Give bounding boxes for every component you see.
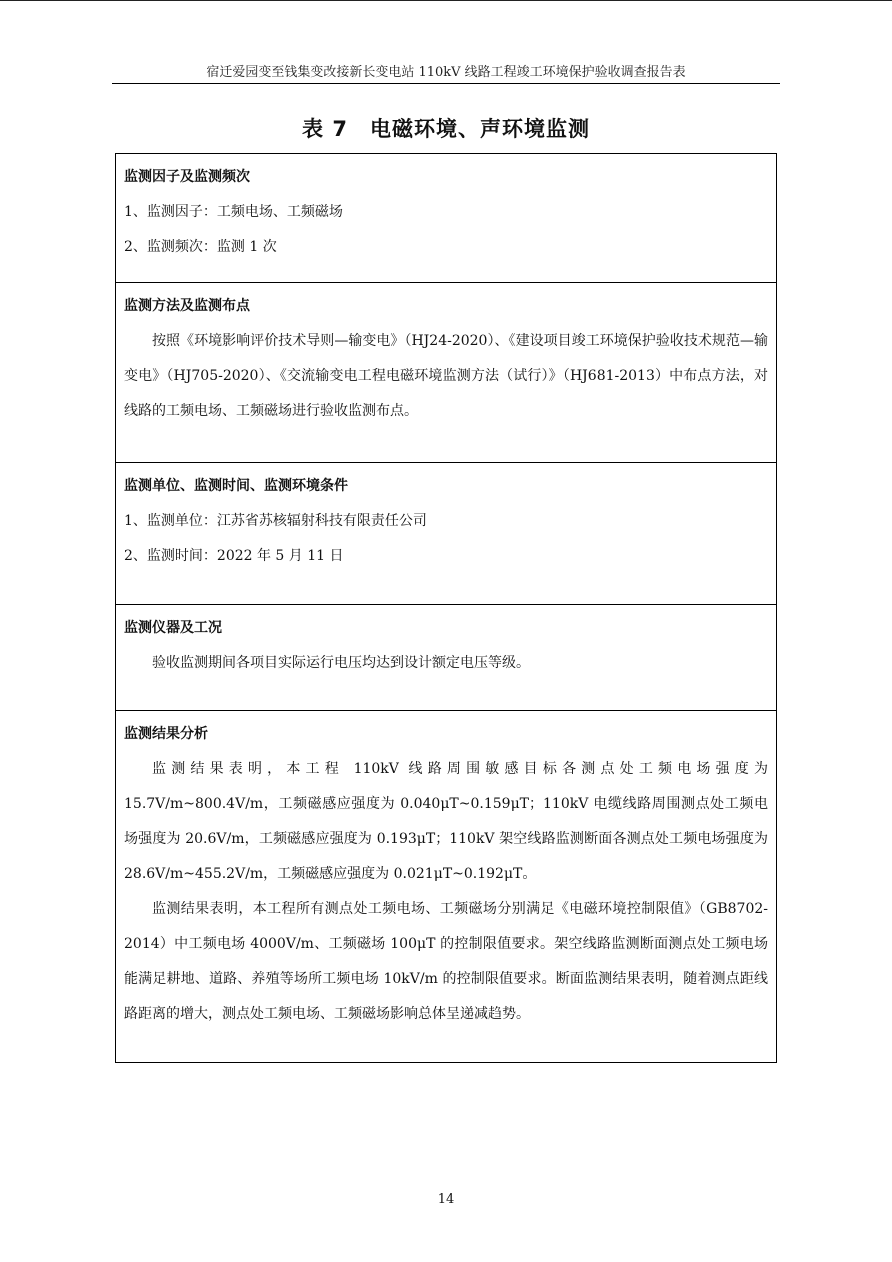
method-paragraph: 按照《环境影响评价技术导则—输变电》（HJ24-2020）、《建设项目竣工环境保护验收技术规范—输变电》（HJ705-2020）、《交流输变电工程电磁环境监测方法（试行）》（HJ681-2013）中布点方法，对线路的工频电场、工频磁场进行验收监测布点。 [124,333,768,419]
section-monitoring-method [116,283,776,463]
section-heading: 监测单位、监测时间、监测环境条件 [124,478,348,494]
top-border-line [0,0,892,1]
monitoring-table [115,153,777,1063]
section-heading: 监测结果分析 [124,726,208,742]
unit-line: 1、监测单位：江苏省苏核辐射科技有限责任公司 [124,513,427,529]
section-heading: 监测仪器及工况 [124,620,222,636]
results-paragraph-1: 监测结果表明，本工程 110kV 线路周围敏感目标各测点处工频电场强度为 15.7V/m~800.4V/m，工频磁感应强度为 0.040μT~0.159μT；110kV 电缆线路周围测点处工频电场强度为 20.6V/m，工频磁感应强度为 0.193μT；110kV 架空线路监测断面各测点处工频电场强度为 28.6V/m~455.2V/m，工频磁感应强度为 0.021μT~0.192μT。 [124,761,768,882]
section-monitoring-factors [116,154,776,283]
section-results-analysis [116,711,776,1063]
page-number: 14 [437,1192,455,1207]
conditions-paragraph: 验收监测期间各项目实际运行电压均达到设计额定电压等级。 [152,655,530,671]
results-paragraph-2: 监测结果表明，本工程所有测点处工频电场、工频磁场分别满足《电磁环境控制限值》（GB8702-2014）中工频电场 4000V/m、工频磁场 100μT 的控制限值要求。架空线路监测断面测点处工频电场能满足耕地、道路、养殖等场所工频电场 10kV/m 的控制限值要求。断面监测结果表明，随着测点距线路距离的增大，测点处工频电场、工频磁场影响总体呈递减趋势。 [124,901,768,1022]
time-line: 2、监测时间：2022 年 5 月 11 日 [124,548,344,564]
section-heading: 监测方法及监测布点 [124,298,250,314]
header-rule [112,83,780,84]
running-header: 宿迁爱园变至钱集变改接新长变电站 110kV 线路工程竣工环境保护验收调查报告表 [206,65,686,80]
frequency-line: 2、监测频次：监测 1 次 [124,239,277,255]
section-heading: 监测因子及监测频次 [124,169,250,185]
table-title: 表 7 电磁环境、声环境监测 [302,117,590,141]
factor-line: 1、监测因子：工频电场、工频磁场 [124,204,343,220]
section-monitoring-unit-time [116,463,776,605]
section-instrument-conditions [116,605,776,711]
